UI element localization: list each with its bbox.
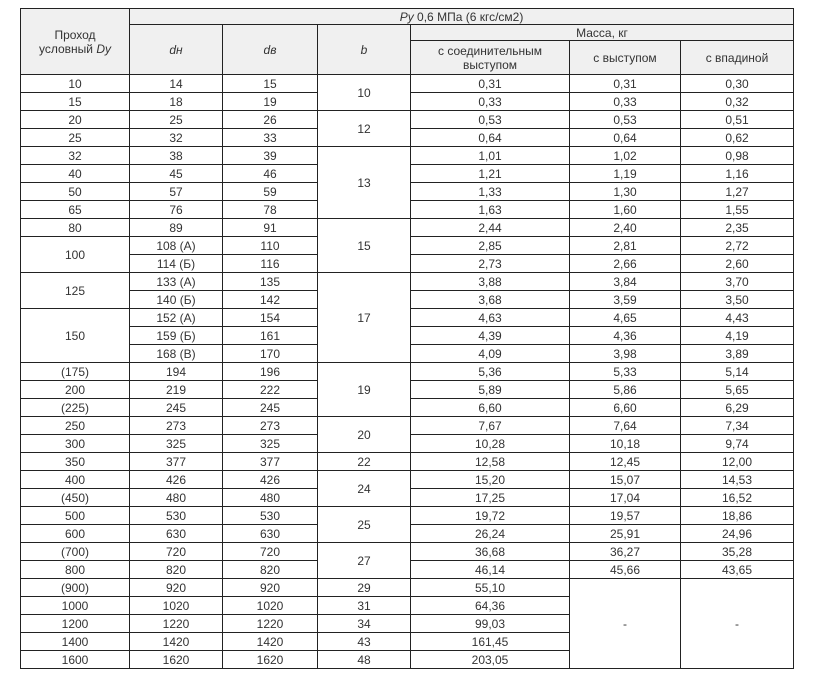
cell-mass-protrusion: 5,33 (570, 363, 681, 381)
cell-mass-connecting: 3,88 (411, 273, 570, 291)
cell-nominal-bore: 1000 (21, 597, 130, 615)
cell-mass-connecting: 0,64 (411, 129, 570, 147)
cell-mass-connecting: 55,10 (411, 579, 570, 597)
cell-mass-recess: 0,32 (681, 93, 794, 111)
cell-mass-protrusion: 1,19 (570, 165, 681, 183)
cell-outer-diameter: 377 (130, 453, 223, 471)
cell-mass-recess: 18,86 (681, 507, 794, 525)
cell-thickness: 20 (318, 417, 411, 453)
cell-inner-diameter: 920 (223, 579, 318, 597)
cell-thickness: 10 (318, 75, 411, 111)
header-pressure: Py 0,6 МПа (6 кгс/см2) (130, 9, 794, 25)
cell-thickness: 31 (318, 597, 411, 615)
cell-outer-diameter: 168 (В) (130, 345, 223, 363)
cell-inner-diameter: 480 (223, 489, 318, 507)
cell-outer-diameter: 159 (Б) (130, 327, 223, 345)
cell-mass-connecting: 36,68 (411, 543, 570, 561)
cell-inner-diameter: 26 (223, 111, 318, 129)
cell-inner-diameter: 39 (223, 147, 318, 165)
cell-outer-diameter: 1420 (130, 633, 223, 651)
cell-mass-recess: 5,65 (681, 381, 794, 399)
cell-mass-protrusion: 4,36 (570, 327, 681, 345)
cell-nominal-bore: (450) (21, 489, 130, 507)
cell-mass-connecting: 10,28 (411, 435, 570, 453)
cell-inner-diameter: 530 (223, 507, 318, 525)
cell-nominal-bore: (700) (21, 543, 130, 561)
cell-nominal-bore: 15 (21, 93, 130, 111)
cell-mass-protrusion: 2,81 (570, 237, 681, 255)
cell-mass-protrusion: 1,60 (570, 201, 681, 219)
cell-nominal-bore: 125 (21, 273, 130, 309)
table-row (21, 543, 794, 561)
cell-mass-protrusion: 0,64 (570, 129, 681, 147)
cell-inner-diameter: 142 (223, 291, 318, 309)
cell-mass-connecting: 26,24 (411, 525, 570, 543)
cell-mass-connecting: 15,20 (411, 471, 570, 489)
cell-inner-diameter: 154 (223, 309, 318, 327)
cell-nominal-bore: 500 (21, 507, 130, 525)
cell-mass-connecting: 64,36 (411, 597, 570, 615)
cell-inner-diameter: 170 (223, 345, 318, 363)
cell-outer-diameter: 45 (130, 165, 223, 183)
cell-mass-connecting: 6,60 (411, 399, 570, 417)
cell-mass-connecting: 0,33 (411, 93, 570, 111)
cell-mass-protrusion: 17,04 (570, 489, 681, 507)
cell-mass-connecting: 4,39 (411, 327, 570, 345)
cell-nominal-bore: 250 (21, 417, 130, 435)
table-row (21, 363, 794, 381)
cell-mass-recess: 24,96 (681, 525, 794, 543)
cell-outer-diameter: 114 (Б) (130, 255, 223, 273)
cell-mass-recess: 4,19 (681, 327, 794, 345)
cell-outer-diameter: 38 (130, 147, 223, 165)
header-mass-protrusion: с выступом (570, 41, 681, 75)
cell-outer-diameter: 325 (130, 435, 223, 453)
cell-outer-diameter: 18 (130, 93, 223, 111)
cell-inner-diameter: 630 (223, 525, 318, 543)
cell-thickness: 24 (318, 471, 411, 507)
cell-mass-protrusion: 0,31 (570, 75, 681, 93)
cell-mass-connecting: 5,36 (411, 363, 570, 381)
cell-mass-recess: 7,34 (681, 417, 794, 435)
cell-mass-connecting: 3,68 (411, 291, 570, 309)
cell-inner-diameter: 820 (223, 561, 318, 579)
cell-outer-diameter: 920 (130, 579, 223, 597)
cell-mass-recess: 2,72 (681, 237, 794, 255)
table-row (21, 507, 794, 525)
cell-nominal-bore: 200 (21, 381, 130, 399)
table-row (21, 579, 794, 597)
cell-outer-diameter: 1220 (130, 615, 223, 633)
cell-nominal-bore: 50 (21, 183, 130, 201)
cell-outer-diameter: 152 (A) (130, 309, 223, 327)
cell-mass-protrusion: 19,57 (570, 507, 681, 525)
cell-mass-connecting: 1,21 (411, 165, 570, 183)
cell-mass-connecting: 2,44 (411, 219, 570, 237)
cell-outer-diameter: 89 (130, 219, 223, 237)
cell-mass-connecting: 4,09 (411, 345, 570, 363)
cell-nominal-bore: (225) (21, 399, 130, 417)
cell-inner-diameter: 19 (223, 93, 318, 111)
cell-mass-recess: 1,55 (681, 201, 794, 219)
cell-inner-diameter: 377 (223, 453, 318, 471)
cell-inner-diameter: 46 (223, 165, 318, 183)
cell-inner-diameter: 1420 (223, 633, 318, 651)
table-row (21, 111, 794, 129)
cell-mass-protrusion: 3,98 (570, 345, 681, 363)
cell-mass-recess: 0,98 (681, 147, 794, 165)
cell-thickness: 19 (318, 363, 411, 417)
cell-nominal-bore: 350 (21, 453, 130, 471)
header-nominal-bore: Проход условный Dy (21, 9, 130, 75)
cell-thickness: 27 (318, 543, 411, 579)
cell-nominal-bore: 65 (21, 201, 130, 219)
cell-mass-protrusion: 12,45 (570, 453, 681, 471)
cell-outer-diameter: 273 (130, 417, 223, 435)
cell-mass-recess: 6,29 (681, 399, 794, 417)
cell-mass-recess: 0,62 (681, 129, 794, 147)
cell-mass-recess: 3,70 (681, 273, 794, 291)
cell-mass-connecting: 17,25 (411, 489, 570, 507)
cell-nominal-bore: 40 (21, 165, 130, 183)
cell-mass-recess: 14,53 (681, 471, 794, 489)
cell-mass-connecting: 0,53 (411, 111, 570, 129)
cell-mass-protrusion: - (570, 579, 681, 669)
cell-outer-diameter: 1020 (130, 597, 223, 615)
header-mass: Масса, кг (411, 25, 794, 41)
cell-nominal-bore: 1600 (21, 651, 130, 669)
cell-outer-diameter: 720 (130, 543, 223, 561)
cell-outer-diameter: 1620 (130, 651, 223, 669)
cell-mass-connecting: 99,03 (411, 615, 570, 633)
table-row (21, 417, 794, 435)
cell-nominal-bore: 20 (21, 111, 130, 129)
cell-mass-recess: 9,74 (681, 435, 794, 453)
cell-mass-recess: 5,14 (681, 363, 794, 381)
cell-mass-connecting: 1,33 (411, 183, 570, 201)
cell-mass-connecting: 46,14 (411, 561, 570, 579)
cell-mass-protrusion: 3,84 (570, 273, 681, 291)
table-body (21, 75, 794, 669)
cell-mass-recess: 0,30 (681, 75, 794, 93)
cell-nominal-bore: 1400 (21, 633, 130, 651)
cell-outer-diameter: 14 (130, 75, 223, 93)
cell-inner-diameter: 135 (223, 273, 318, 291)
cell-outer-diameter: 820 (130, 561, 223, 579)
cell-mass-connecting: 1,63 (411, 201, 570, 219)
cell-outer-diameter: 245 (130, 399, 223, 417)
cell-mass-protrusion: 5,86 (570, 381, 681, 399)
table-row (21, 219, 794, 237)
cell-mass-connecting: 203,05 (411, 651, 570, 669)
cell-mass-protrusion: 45,66 (570, 561, 681, 579)
cell-mass-recess: 1,16 (681, 165, 794, 183)
cell-mass-protrusion: 0,53 (570, 111, 681, 129)
table-row (21, 471, 794, 489)
cell-mass-protrusion: 1,02 (570, 147, 681, 165)
cell-outer-diameter: 25 (130, 111, 223, 129)
header-mass-connecting: с соединительным выступом (411, 41, 570, 75)
header-inner-diameter: dв (223, 25, 318, 75)
cell-nominal-bore: 10 (21, 75, 130, 93)
cell-mass-recess: 2,60 (681, 255, 794, 273)
cell-nominal-bore: 1200 (21, 615, 130, 633)
cell-thickness: 48 (318, 651, 411, 669)
cell-thickness: 12 (318, 111, 411, 147)
cell-thickness: 17 (318, 273, 411, 363)
cell-thickness: 15 (318, 219, 411, 273)
cell-outer-diameter: 133 (A) (130, 273, 223, 291)
cell-mass-protrusion: 2,66 (570, 255, 681, 273)
cell-mass-connecting: 19,72 (411, 507, 570, 525)
cell-thickness: 22 (318, 453, 411, 471)
cell-mass-recess: 0,51 (681, 111, 794, 129)
cell-inner-diameter: 720 (223, 543, 318, 561)
cell-outer-diameter: 76 (130, 201, 223, 219)
cell-thickness: 43 (318, 633, 411, 651)
cell-nominal-bore: 300 (21, 435, 130, 453)
header-outer-diameter: dн (130, 25, 223, 75)
cell-inner-diameter: 325 (223, 435, 318, 453)
cell-mass-connecting: 5,89 (411, 381, 570, 399)
cell-inner-diameter: 245 (223, 399, 318, 417)
flange-spec-table (20, 8, 794, 669)
cell-outer-diameter: 108 (A) (130, 237, 223, 255)
cell-inner-diameter: 196 (223, 363, 318, 381)
table-row (21, 147, 794, 165)
cell-inner-diameter: 426 (223, 471, 318, 489)
cell-mass-recess: 1,27 (681, 183, 794, 201)
cell-mass-recess: 3,50 (681, 291, 794, 309)
cell-outer-diameter: 57 (130, 183, 223, 201)
cell-thickness: 29 (318, 579, 411, 597)
cell-mass-recess: 35,28 (681, 543, 794, 561)
cell-mass-protrusion: 1,30 (570, 183, 681, 201)
cell-mass-protrusion: 3,59 (570, 291, 681, 309)
cell-mass-protrusion: 4,65 (570, 309, 681, 327)
cell-inner-diameter: 59 (223, 183, 318, 201)
cell-inner-diameter: 1220 (223, 615, 318, 633)
header-mass-recess: с впадиной (681, 41, 794, 75)
cell-inner-diameter: 116 (223, 255, 318, 273)
cell-inner-diameter: 33 (223, 129, 318, 147)
cell-outer-diameter: 32 (130, 129, 223, 147)
cell-mass-recess: 16,52 (681, 489, 794, 507)
cell-thickness: 34 (318, 615, 411, 633)
cell-mass-connecting: 12,58 (411, 453, 570, 471)
cell-mass-connecting: 2,73 (411, 255, 570, 273)
cell-inner-diameter: 15 (223, 75, 318, 93)
cell-mass-connecting: 4,63 (411, 309, 570, 327)
cell-inner-diameter: 222 (223, 381, 318, 399)
table-row (21, 273, 794, 291)
cell-nominal-bore: 400 (21, 471, 130, 489)
cell-mass-recess: 2,35 (681, 219, 794, 237)
table-row (21, 453, 794, 471)
table-row (21, 75, 794, 93)
cell-nominal-bore: 800 (21, 561, 130, 579)
cell-outer-diameter: 530 (130, 507, 223, 525)
cell-nominal-bore: 600 (21, 525, 130, 543)
cell-outer-diameter: 219 (130, 381, 223, 399)
cell-inner-diameter: 78 (223, 201, 318, 219)
cell-mass-connecting: 7,67 (411, 417, 570, 435)
cell-inner-diameter: 91 (223, 219, 318, 237)
cell-outer-diameter: 630 (130, 525, 223, 543)
cell-mass-protrusion: 0,33 (570, 93, 681, 111)
cell-mass-protrusion: 36,27 (570, 543, 681, 561)
cell-nominal-bore: 32 (21, 147, 130, 165)
cell-mass-recess: 3,89 (681, 345, 794, 363)
cell-mass-recess: - (681, 579, 794, 669)
cell-mass-connecting: 161,45 (411, 633, 570, 651)
cell-mass-connecting: 1,01 (411, 147, 570, 165)
cell-thickness: 13 (318, 147, 411, 219)
cell-outer-diameter: 140 (Б) (130, 291, 223, 309)
cell-mass-protrusion: 25,91 (570, 525, 681, 543)
cell-outer-diameter: 194 (130, 363, 223, 381)
cell-mass-protrusion: 15,07 (570, 471, 681, 489)
cell-mass-protrusion: 2,40 (570, 219, 681, 237)
cell-mass-recess: 4,43 (681, 309, 794, 327)
cell-mass-protrusion: 6,60 (570, 399, 681, 417)
cell-nominal-bore: (175) (21, 363, 130, 381)
cell-mass-protrusion: 10,18 (570, 435, 681, 453)
cell-mass-protrusion: 7,64 (570, 417, 681, 435)
cell-mass-connecting: 0,31 (411, 75, 570, 93)
cell-mass-recess: 43,65 (681, 561, 794, 579)
cell-inner-diameter: 273 (223, 417, 318, 435)
cell-nominal-bore: 25 (21, 129, 130, 147)
cell-mass-recess: 12,00 (681, 453, 794, 471)
cell-outer-diameter: 426 (130, 471, 223, 489)
cell-nominal-bore: 150 (21, 309, 130, 363)
cell-nominal-bore: 80 (21, 219, 130, 237)
cell-thickness: 25 (318, 507, 411, 543)
cell-inner-diameter: 1620 (223, 651, 318, 669)
header-thickness: b (318, 25, 411, 75)
cell-mass-connecting: 2,85 (411, 237, 570, 255)
cell-nominal-bore: 100 (21, 237, 130, 273)
cell-inner-diameter: 110 (223, 237, 318, 255)
cell-inner-diameter: 1020 (223, 597, 318, 615)
cell-inner-diameter: 161 (223, 327, 318, 345)
cell-outer-diameter: 480 (130, 489, 223, 507)
cell-nominal-bore: (900) (21, 579, 130, 597)
